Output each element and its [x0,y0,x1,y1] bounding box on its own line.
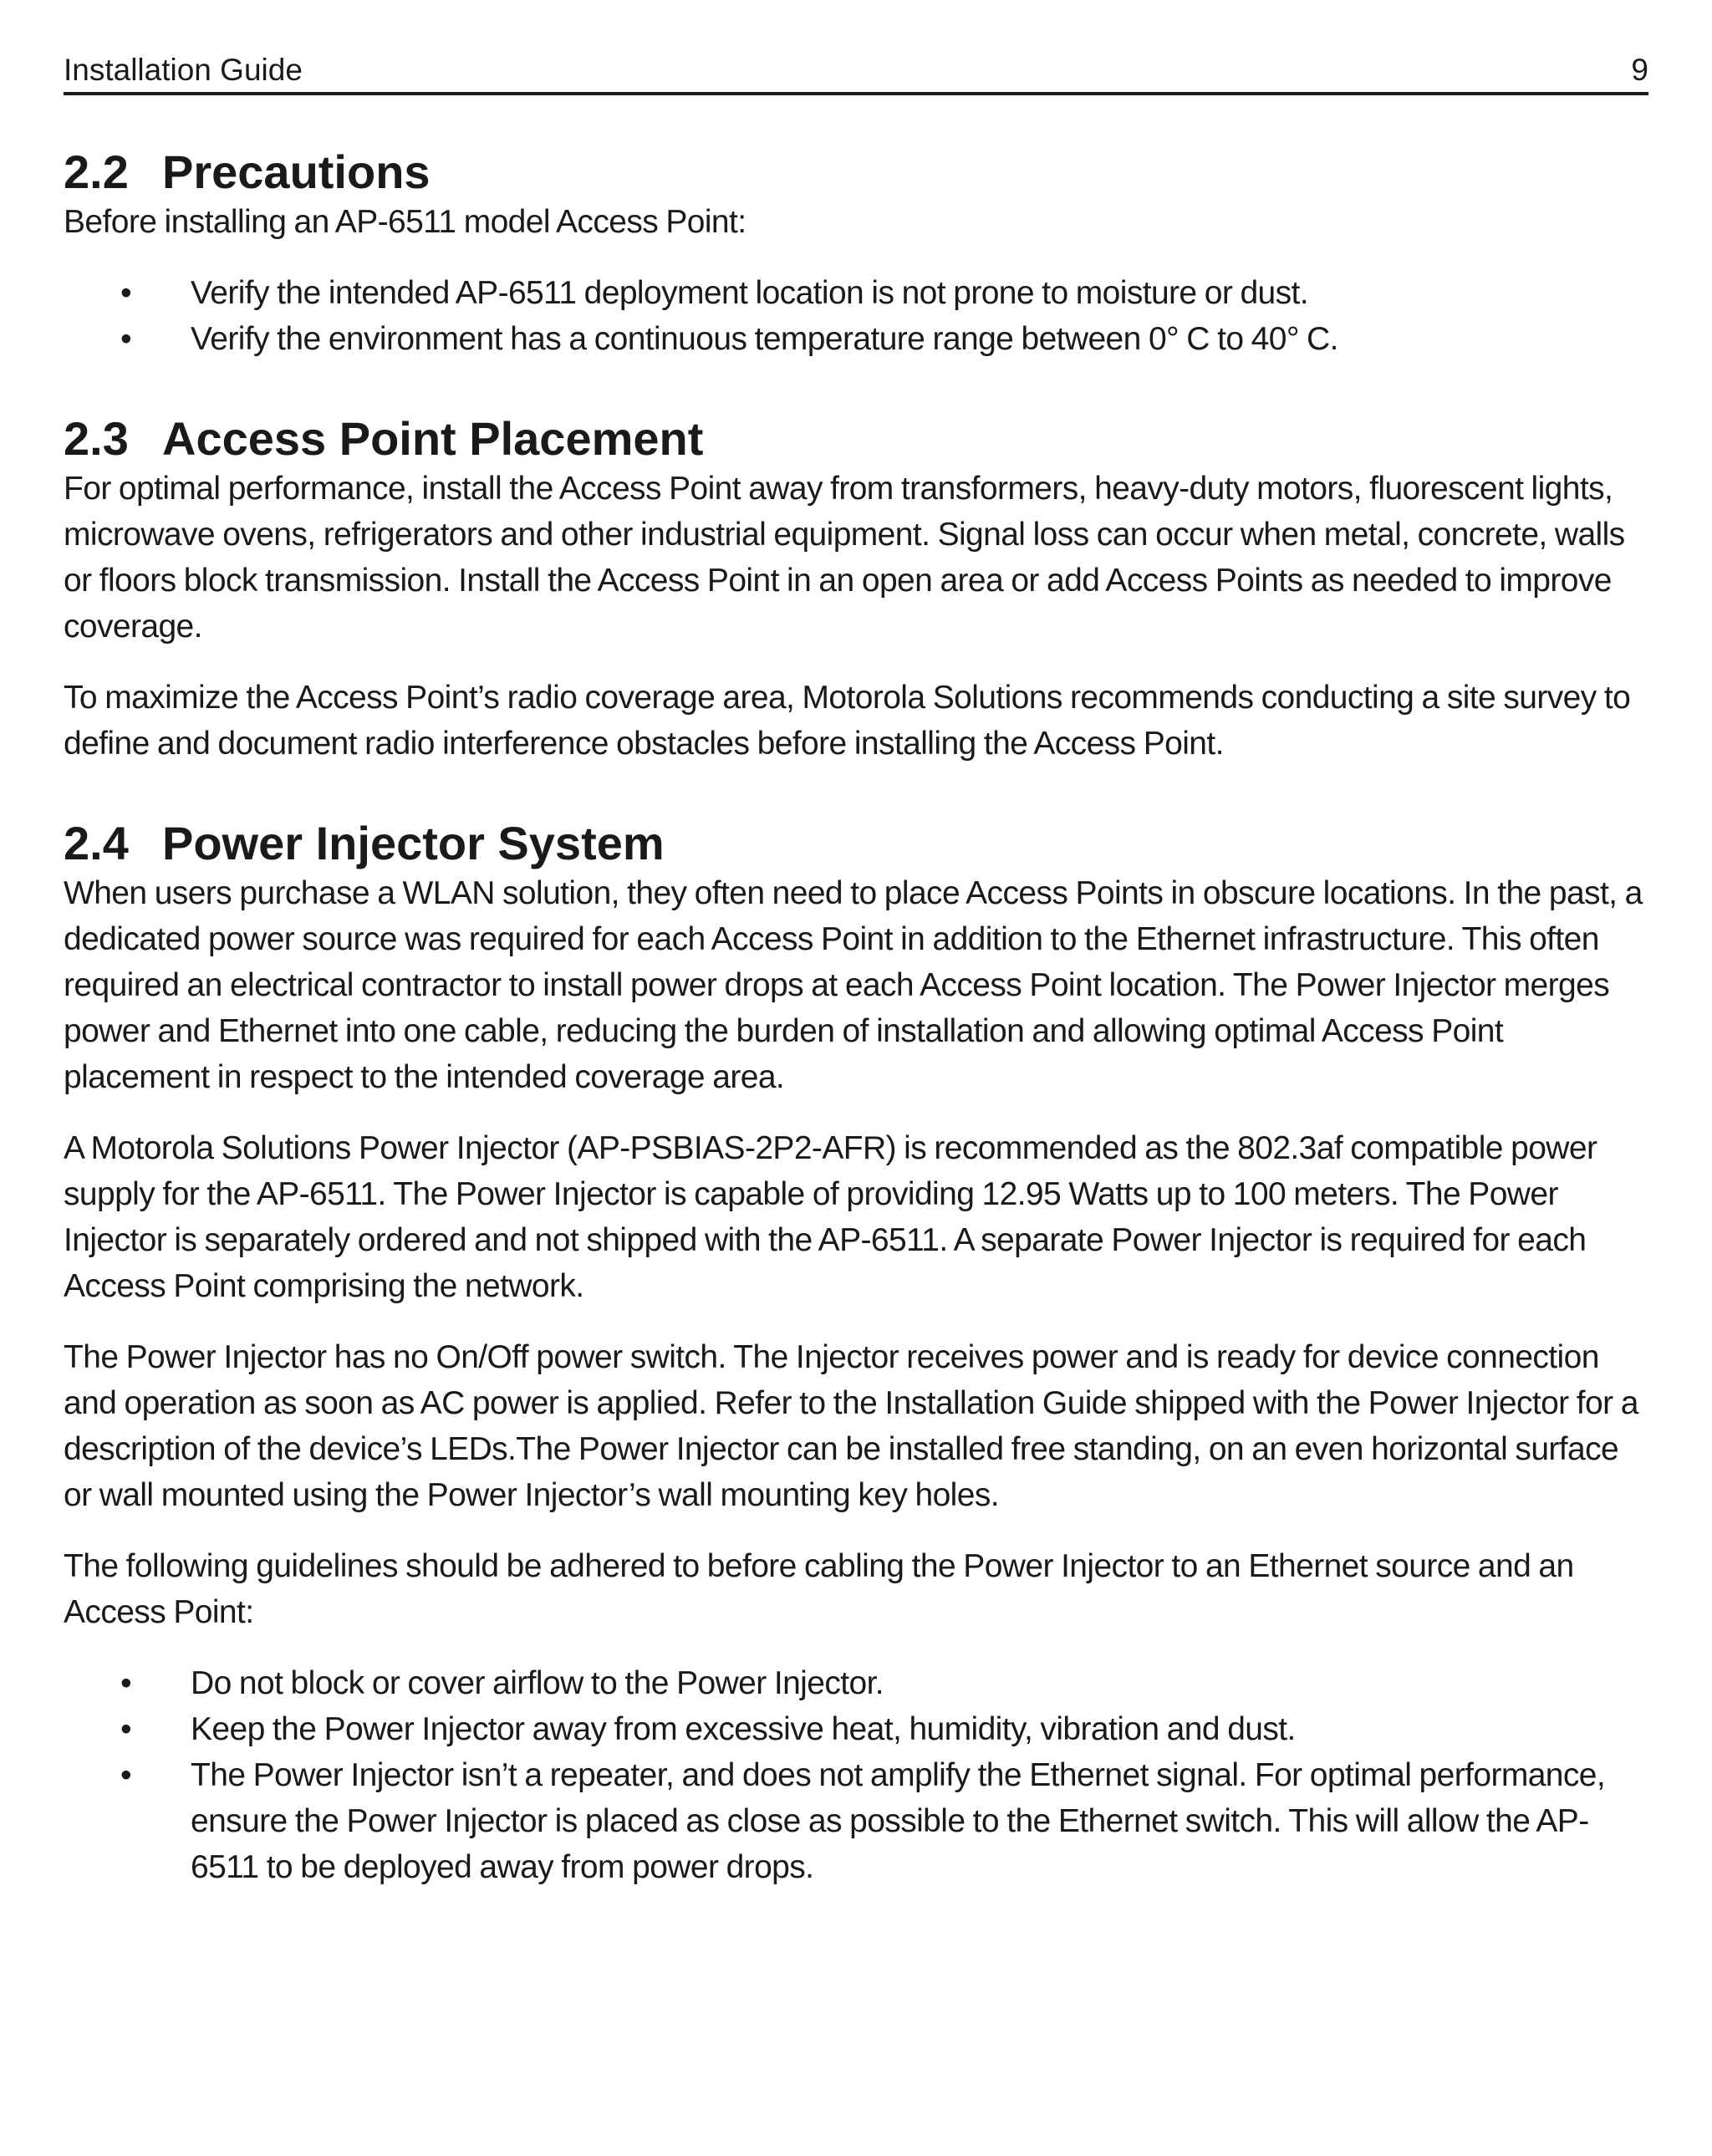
section-access-point-placement [64,412,1648,767]
section-title: Precautions [162,145,431,198]
bullet-icon: • [120,1665,132,1701]
paragraph: To maximize the Access Point’s radio coverage area, Motorola Solutions recommends conducting a site survey to define and document radio interference obstacles before installing the Access Point. [64,680,1631,762]
section-title: Access Point Placement [162,412,704,465]
paragraph: A Motorola Solutions Power Injector (AP-PSBIAS-2P2-AFR) is recommended as the 802.3af compatible power supply for the AP-6511. The Power Injector is capable of providing 12.95 Watts up to 100 meters. The Power Injector is separately ordered and not shipped with the AP-6511. A separate Power Injector is required for each Access Point comprising the network. [64,1130,1597,1304]
section-heading [64,817,1648,870]
list-item-text: Keep the Power Injector away from excessive heat, humidity, vibration and dust. [191,1711,1296,1747]
bullet-icon: • [120,321,132,357]
bullet-icon: • [120,275,132,311]
bullet-icon: • [120,1757,132,1793]
bullet-list [64,270,1648,362]
running-header [64,50,1648,95]
section-number: 2.4 [64,817,129,869]
document-page [64,50,1648,1890]
section-number: 2.3 [64,412,129,465]
header-title: Installation Guide [64,53,303,87]
section-heading [64,145,1648,199]
list-item-text: Do not block or cover airflow to the Power Injector. [191,1665,884,1701]
paragraph: For optimal performance, install the Access Point away from transformers, heavy-duty motors, fluorescent lights, microwave ovens, refrigerators and other industrial equipment. Signal loss can occur when metal, concrete, walls or floors block transmission. Install the Access Point in an open area or add Access Points as needed to improve coverage. [64,471,1625,645]
section-heading [64,412,1648,466]
list-item [64,1706,1648,1752]
list-item-text: Verify the environment has a continuous temperature range between 0° C to 40° C. [191,321,1338,357]
list-item [64,1660,1648,1706]
section-precautions [64,145,1648,362]
paragraph: Before installing an AP-6511 model Access Point: [64,204,746,240]
section-number: 2.2 [64,145,129,198]
list-item-text: The Power Injector isn’t a repeater, and does not amplify the Ethernet signal. For optimal performance, ensure the Power Injector is placed as close as possible to the Ethernet switch. This will allow the AP-6511 to be deployed away from power drops. [191,1757,1606,1885]
page-number: 9 [1631,53,1648,87]
paragraph: When users purchase a WLAN solution, they often need to place Access Points in obscure locations. In the past, a dedicated power source was required for each Access Point in addition to the Ethernet infrastructure. This often required an electrical contractor to install power drops at each Access Point location. The Power Injector merges power and Ethernet into one cable, reducing the burden of installation and allowing optimal Access Point placement in respect to the intended coverage area. [64,875,1643,1095]
bullet-list [64,1660,1648,1890]
paragraph: The Power Injector has no On/Off power switch. The Injector receives power and is ready for device connection and operation as soon as AC power is applied. Refer to the Installation Guide shipped with the Power Injector for a description of the device’s LEDs.The Power Injector can be installed free standing, on an even horizontal surface or wall mounted using the Power Injector’s wall mounting key holes. [64,1339,1638,1513]
list-item [64,270,1648,316]
section-power-injector-system [64,817,1648,1890]
bullet-icon: • [120,1711,132,1747]
section-title: Power Injector System [162,817,665,869]
list-item [64,316,1648,362]
list-item-text: Verify the intended AP-6511 deployment location is not prone to moisture or dust. [191,275,1309,311]
list-item [64,1752,1648,1890]
paragraph: The following guidelines should be adhered to before cabling the Power Injector to an Ethernet source and an Access Point: [64,1548,1574,1630]
